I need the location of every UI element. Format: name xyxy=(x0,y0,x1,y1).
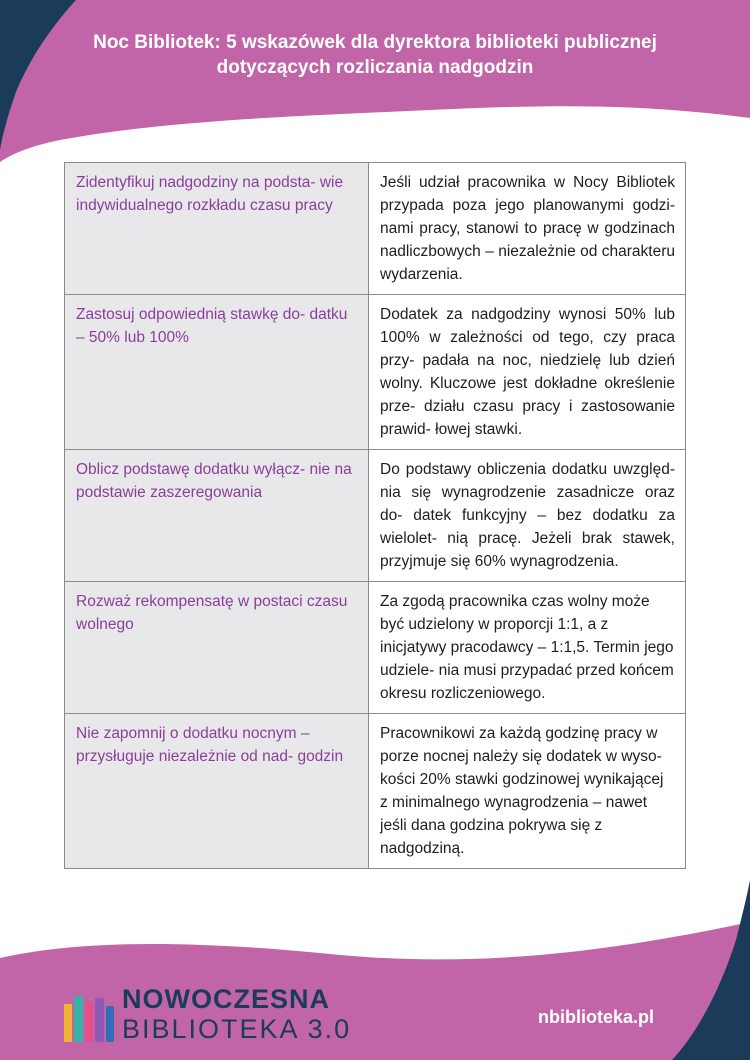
page-title-line-1: Noc Bibliotek: 5 wskazówek dla dyrektora biblioteki publicznej xyxy=(93,32,657,53)
tips-table xyxy=(64,162,686,869)
table-row xyxy=(65,582,686,714)
logo-wordmark-top: NOWOCZESNA xyxy=(122,984,330,1014)
header-background xyxy=(0,0,750,170)
table-row xyxy=(65,163,686,295)
table-row xyxy=(65,450,686,582)
tip-description: Do podstawy obliczenia dodatku uwzględ- nia się wynagrodzenie zasadnicze oraz do- datek funkcyjny – bez dodatku za wielolet- nią pracę. Jeżeli brak stawek, przyjmuje się 60% wynagrodzenia. xyxy=(369,450,686,582)
tip-description: Pracownikowi za każdą godzinę pracy w porze nocnej należy się dodatek w wyso- kości 20% stawki godzinowej wynikającej z minimalnego wynagrodzenia – nawet jeśli dana godzina pokrywa się z nadgodziną. xyxy=(369,714,686,869)
tip-title: Rozważ rekompensatę w postaci czasu wolnego xyxy=(65,582,369,714)
tip-description: Jeśli udział pracownika w Nocy Bibliotek przypada poza jego planowanymi godzi- nami pracy, stanowi to pracę w godzinach nadliczbowych – niezależnie od charakteru wydarzenia. xyxy=(369,163,686,295)
tip-title: Nie zapomnij o dodatku nocnym – przysługuje niezależnie od nad- godzin xyxy=(65,714,369,869)
logo-wordmark-bottom: BIBLIOTEKA 3.0 xyxy=(122,1014,352,1044)
table-row xyxy=(65,295,686,450)
nowoczesna-biblioteka-logo[interactable] xyxy=(64,984,364,1044)
tip-title: Oblicz podstawę dodatku wyłącz- nie na podstawie zaszeregowania xyxy=(65,450,369,582)
books-logo-icon xyxy=(64,996,116,1042)
tip-title: Zidentyfikuj nadgodziny na podsta- wie indywidualnego rozkładu czasu pracy xyxy=(65,163,369,295)
page-title xyxy=(40,30,710,80)
header-magenta-wave xyxy=(0,0,750,162)
tip-description: Dodatek za nadgodziny wynosi 50% lub 100% w zależności od tego, czy praca przy- padała na noc, niedzielę lub dzień wolny. Kluczowe jest dokładne określenie prze- działu czasu pracy i zastosowanie prawid- łowej stawki. xyxy=(369,295,686,450)
tip-description: Za zgodą pracownika czas wolny może być udzielony w proporcji 1:1, a z inicjatywy pracodawcy – 1:1,5. Termin jego udziele- nia musi przypadać przed końcem okresu rozliczeniowego. xyxy=(369,582,686,714)
page-title-line-2: dotyczących rozliczania nadgodzin xyxy=(216,57,534,78)
tip-title: Zastosuj odpowiednią stawkę do- datku – 50% lub 100% xyxy=(65,295,369,450)
website-link[interactable]: nbiblioteka.pl xyxy=(538,1007,655,1027)
table-row xyxy=(65,714,686,869)
